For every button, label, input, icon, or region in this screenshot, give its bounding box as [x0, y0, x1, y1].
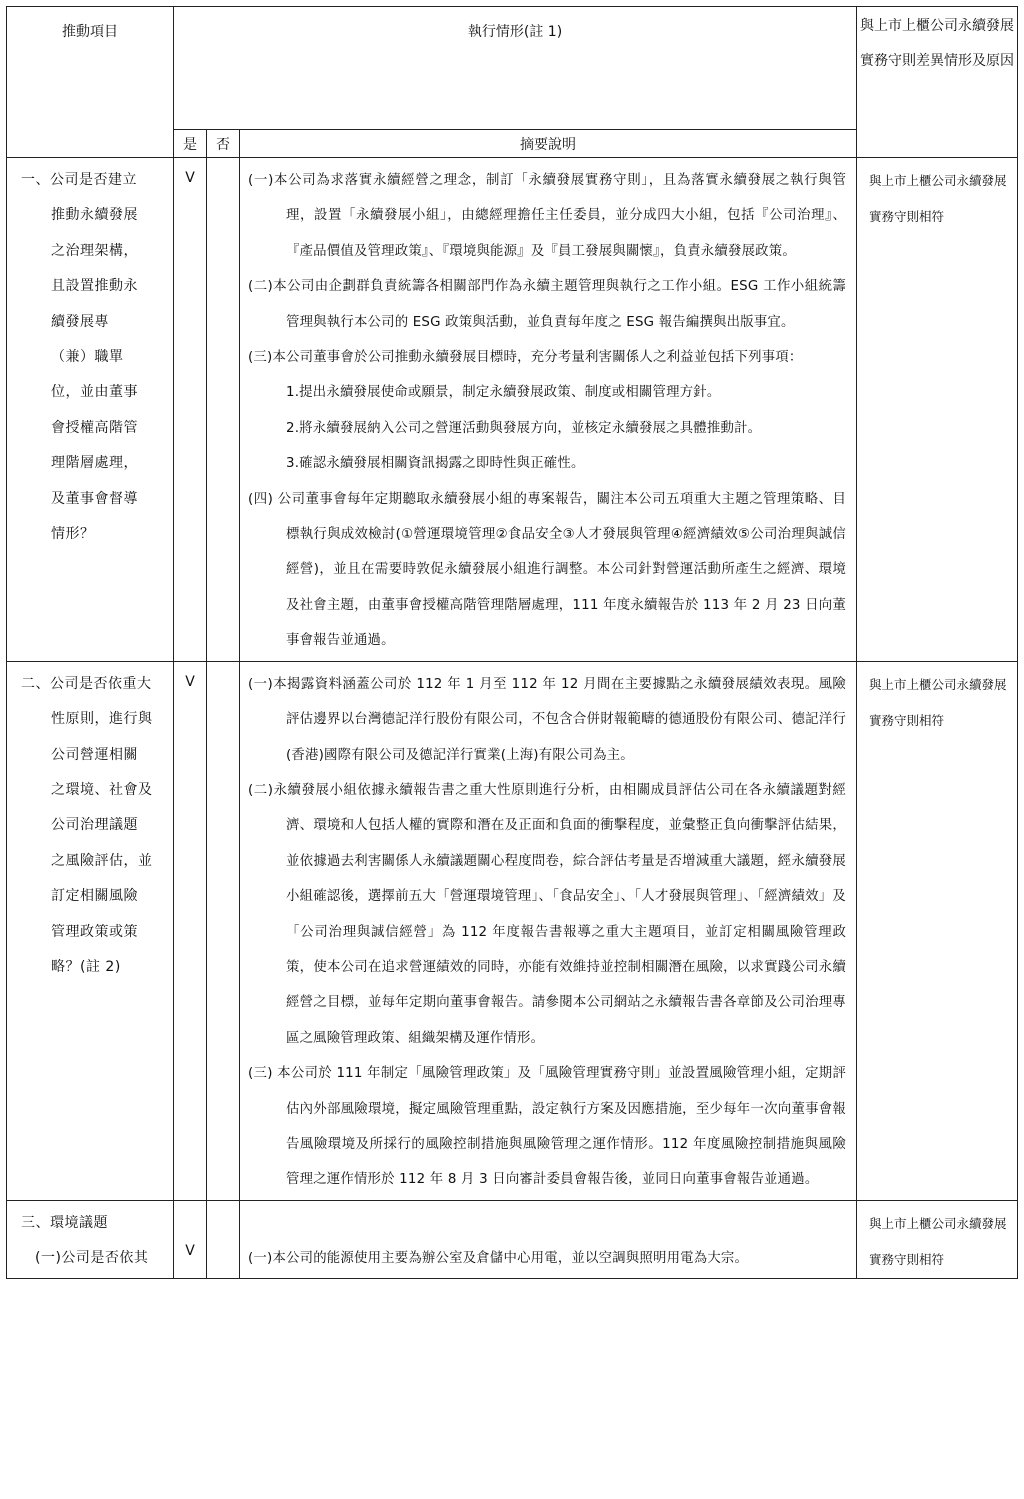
header-row — [7, 7, 1018, 130]
item-line: （兼）職單 — [51, 349, 124, 366]
item-line: 公司營運相關 — [51, 746, 138, 763]
summary-paragraph: (二)本公司由企劃群負責統籌各相關部門作為永續主題管理與執行之工作小組。ESG 工作小組統籌管理與執行本公司的 ESG 政策與活動，並負責每年度之 ESG 報告編撰與出版事宜。 — [248, 279, 847, 330]
item-line: 二、公司是否依重大 — [21, 675, 152, 692]
item-line: 推動永續發展 — [51, 207, 138, 224]
item-cell — [7, 158, 174, 662]
header-no: 否 — [207, 130, 240, 158]
item-line: 公司治理議題 — [51, 817, 138, 834]
summary-paragraph: (一)本揭露資料涵蓋公司於 112 年 1 月至 112 年 12 月間在主要據點之永續發展績效表現。風險評估邊界以台灣德記洋行股份有限公司，不包含合併財報範疇的德通股份有限公司、德記洋行(香港)國際有限公司及德記洋行實業(上海)有限公司為主。 — [248, 676, 847, 763]
yes-mark: V — [174, 661, 207, 1200]
summary-paragraph: (四) 公司董事會每年定期聽取永續發展小組的專案報告，關注本公司五項重大主題之管理策略、目標執行與成效檢討(①營運環境管理②食品安全③人才發展與管理④經濟績效⑤公司治理與誠信經營)，並且在需要時敦促永續發展小組進行調整。本公司針對營運活動所產生之經濟、環境及社會主題，由董事會授權高階管理階層處理，111 年度永續報告於 113 年 2 月 23 日向董事會報告並通過。 — [248, 491, 847, 649]
summary-paragraph: (二)永續發展小組依據永續報告書之重大性原則進行分析，由相關成員評估公司在各永續議題對經濟、環境和人包括人權的實際和潛在及正面和負面的衝擊程度，並彙整正負向衝擊評估結果，並依據過去利害關係人永續議題關心程度問卷，綜合評估考量是否增減重大議題，經永續發展小組確認後，選擇前五大「營運環境管理」、「食品安全」、「人才發展與管理」、「經濟績效」及「公司治理與誠信經營」為 112 年度報告書報導之重大主題項目，並訂定相關風險管理政策，使本公司在追求營運績效的同時，亦能有效維持並控制相關潛在風險，以求實踐公司永續經營之目標，並每年定期向董事會報告。請參閱本公司網站之永續報告書各章節及公司治理專區之風險管理政策、組織架構及運作情形。 — [248, 782, 847, 1046]
summary-paragraph: (一)本公司為求落實永續經營之理念，制訂「永續發展實務守則」，且為落實永續發展之執行與管理，設置「永續發展小組」，由總經理擔任主任委員，並分成四大小組，包括『公司治理』、『產品價值及管理政策』、『環境與能源』及『員工發展與關懷』，負責永續發展政策。 — [248, 173, 847, 259]
no-mark — [207, 1200, 240, 1278]
item-line: (一)公司是否依其 — [35, 1250, 149, 1267]
item-line: 續發展專 — [51, 313, 109, 330]
item-cell — [7, 1200, 174, 1278]
diff-cell: 與上市上櫃公司永續發展實務守則相符 — [857, 1200, 1018, 1278]
summary-cell — [240, 661, 857, 1200]
summary-list-item: 2.將永續發展納入公司之營運活動與發展方向，並核定永續發展之具體推動計。 — [286, 420, 762, 436]
item-line: 一、公司是否建立 — [21, 172, 137, 188]
item-line: 三、環境議題 — [21, 1214, 108, 1231]
no-mark — [207, 158, 240, 662]
header-diff: 與上市上櫃公司永續發展實務守則差異情形及原因 — [857, 7, 1018, 158]
yes-mark: V — [174, 158, 207, 662]
item-line: 之環境、社會及 — [51, 781, 153, 798]
summary-cell — [240, 158, 857, 662]
header-item: 推動項目 — [7, 7, 174, 158]
summary-list-item: 1.提出永續發展使命或願景，制定永續發展政策、制度或相關管理方針。 — [286, 385, 721, 401]
summary-cell — [240, 1200, 857, 1278]
header-summary: 摘要說明 — [240, 130, 857, 158]
header-execution: 執行情形(註 1) — [174, 7, 857, 130]
item-line: 理階層處理， — [51, 455, 138, 472]
summary-paragraph: (三) 本公司於 111 年制定「風險管理政策」及「風險管理實務守則」並設置風險管理小組，定期評估內外部風險環境，擬定風險管理重點，設定執行方案及因應措施，至少每年一次向董事會報告風險環境及所採行的風險控制措施與風險管理之運作情形。112 年度風險控制措施與風險管理之運作情形於 112 年 8 月 3 日向審計委員會報告後，並同日向董事會報告並通過。 — [248, 1066, 847, 1188]
summary-paragraph: (一)本公司的能源使用主要為辦公室及倉儲中心用電，並以空調與照明用電為大宗。 — [248, 1250, 749, 1266]
table-row — [7, 1200, 1018, 1278]
item-cell — [7, 661, 174, 1200]
yes-mark: V — [174, 1200, 207, 1278]
sustainability-table — [6, 6, 1018, 1279]
item-line: 且設置推動永 — [51, 278, 138, 295]
item-line: 訂定相關風險 — [51, 888, 138, 905]
item-line: 之治理架構， — [51, 242, 138, 259]
table-row — [7, 158, 1018, 662]
summary-list-item: 3.確認永續發展相關資訊揭露之即時性與正確性。 — [286, 456, 585, 472]
table-row — [7, 661, 1018, 1200]
header-yes: 是 — [174, 130, 207, 158]
item-line: 會授權高階管 — [51, 419, 138, 436]
item-line: 及董事會督導 — [51, 490, 138, 507]
diff-cell: 與上市上櫃公司永續發展實務守則相符 — [857, 661, 1018, 1200]
no-mark — [207, 661, 240, 1200]
item-line: 管理政策或策 — [51, 923, 138, 940]
diff-cell: 與上市上櫃公司永續發展實務守則相符 — [857, 158, 1018, 662]
summary-paragraph: (三)本公司董事會於公司推動永續發展目標時，充分考量利害關係人之利益並包括下列事項： — [248, 350, 803, 366]
item-line: 略？(註 2) — [51, 958, 121, 975]
item-line: 情形？ — [51, 526, 95, 543]
item-line: 位，並由董事 — [51, 384, 138, 401]
item-line: 性原則，進行與 — [51, 711, 153, 728]
item-line: 之風險評估，並 — [51, 852, 153, 869]
